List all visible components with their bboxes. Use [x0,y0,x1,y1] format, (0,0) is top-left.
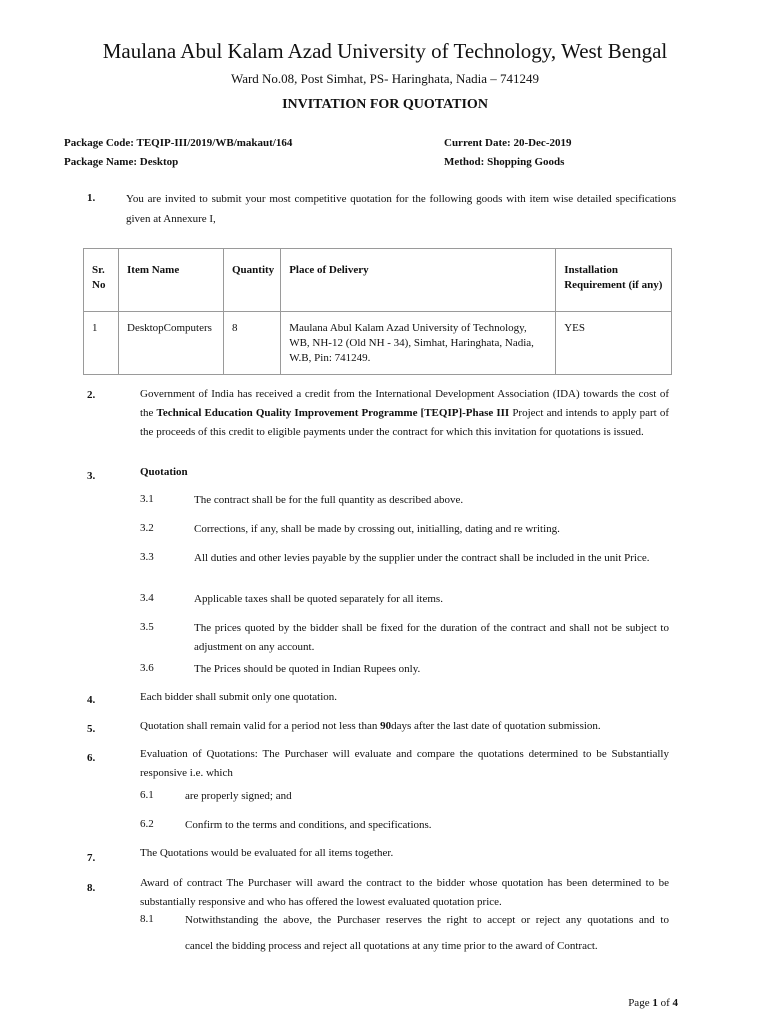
procurement-method: Method: Shopping Goods [444,156,565,168]
package-name: Package Name: Desktop [64,156,179,168]
section-number: 3. [87,470,96,482]
document-heading: INVITATION FOR QUOTATION [282,97,488,112]
sub-item-text: Notwithstanding the above, the Purchaser reserves the right to accept or reject any quotations and to [185,914,669,926]
cell-quantity: 8 [224,312,281,375]
section-number: 6. [87,752,96,764]
sub-item-text-continued: cancel the bidding process and reject all quotations at any time prior to the award of Contract. [185,940,598,952]
sub-item-text: Applicable taxes shall be quoted separately for all items. [194,593,443,605]
sub-item-number: 3.6 [140,662,154,674]
sub-item-text: The contract shall be for the full quantity as described above. [194,494,464,506]
sub-item-number: 3.1 [140,493,154,505]
sub-item-text: All duties and other levies payable by the supplier under the contract shall be included in the unit Price. [194,552,650,564]
section-number: 5. [87,723,96,735]
items-table [83,248,672,375]
sub-item-number: 6.1 [140,789,154,801]
section-8-text: Award of contract The Purchaser will award the contract to the bidder whose quotation has been determined to be substantially responsive and who has offered the lowest evaluated quotation price. [140,877,669,908]
cell-installation: YES [556,312,672,375]
sub-item-number: 3.3 [140,551,154,563]
cell-place-of-delivery: Maulana Abul Kalam Azad University of Technology, WB, NH-12 (Old NH - 34), Simhat, Haringhata, Nadia, W.B, Pin: 741249. [281,312,556,375]
section-number: 1. [87,192,96,204]
package-code: Package Code: TEQIP-III/2019/WB/makaut/164 [64,137,293,149]
header-item-name: Item Name [119,249,224,312]
table-row [84,312,672,375]
header-quantity: Quantity [224,249,281,312]
section-number: 4. [87,694,96,706]
section-2-text: Government of India has received a credit from the International Development Association (IDA) towards the cost of the Technical Education Quality Improvement Programme [TEQIP]-Phase III Project and intends to apply part of the proceeds of this credit to eligible payments under the contract for which this invitation for quotations is issued. [140,388,669,438]
cell-item-name: DesktopComputers [119,312,224,375]
university-title: Maulana Abul Kalam Azad University of Technology, West Bengal [102,39,668,63]
university-address: Ward No.08, Post Simhat, PS- Haringhata, Nadia – 741249 [230,71,540,86]
section-number: 8. [87,882,96,894]
sub-item-number: 8.1 [140,913,154,925]
sub-item-number: 3.2 [140,522,154,534]
section-4-text: Each bidder shall submit only one quotation. [140,691,338,703]
section-6-text: Evaluation of Quotations: The Purchaser will evaluate and compare the quotations determined to be Substantially responsive i.e. which [140,748,669,779]
page-number: Page 1 of 4 [628,997,678,1009]
sub-item-number: 6.2 [140,818,154,830]
cell-sr-no: 1 [84,312,119,375]
sub-item-text: Confirm to the terms and conditions, and specifications. [185,819,432,831]
table-header-row [84,249,672,312]
current-date: Current Date: 20-Dec-2019 [444,137,572,149]
sub-item-number: 3.4 [140,592,154,604]
sub-item-text: The Prices should be quoted in Indian Rupees only. [194,663,421,675]
sub-item-number: 3.5 [140,621,154,633]
section-number: 7. [87,852,96,864]
section-5-text: Quotation shall remain valid for a period not less than 90days after the last date of quotation submission. [140,720,601,732]
sub-item-text: are properly signed; and [185,790,292,802]
section-number: 2. [87,389,96,401]
section-7-text: The Quotations would be evaluated for all items together. [140,847,394,859]
section-1-text: You are invited to submit your most competitive quotation for the following goods with item wise detailed specifications given at Annexure I, [126,193,676,225]
header-sr-no: Sr. No [84,249,119,312]
sub-item-text: The prices quoted by the bidder shall be fixed for the duration of the contract and shall not be subject to adjustment on any account. [194,622,669,653]
section-3-title: Quotation [140,466,188,478]
sub-item-text: Corrections, if any, shall be made by crossing out, initialling, dating and re writing. [194,523,560,535]
header-place-of-delivery: Place of Delivery [281,249,556,312]
header-installation: Installation Requirement (if any) [556,249,672,312]
